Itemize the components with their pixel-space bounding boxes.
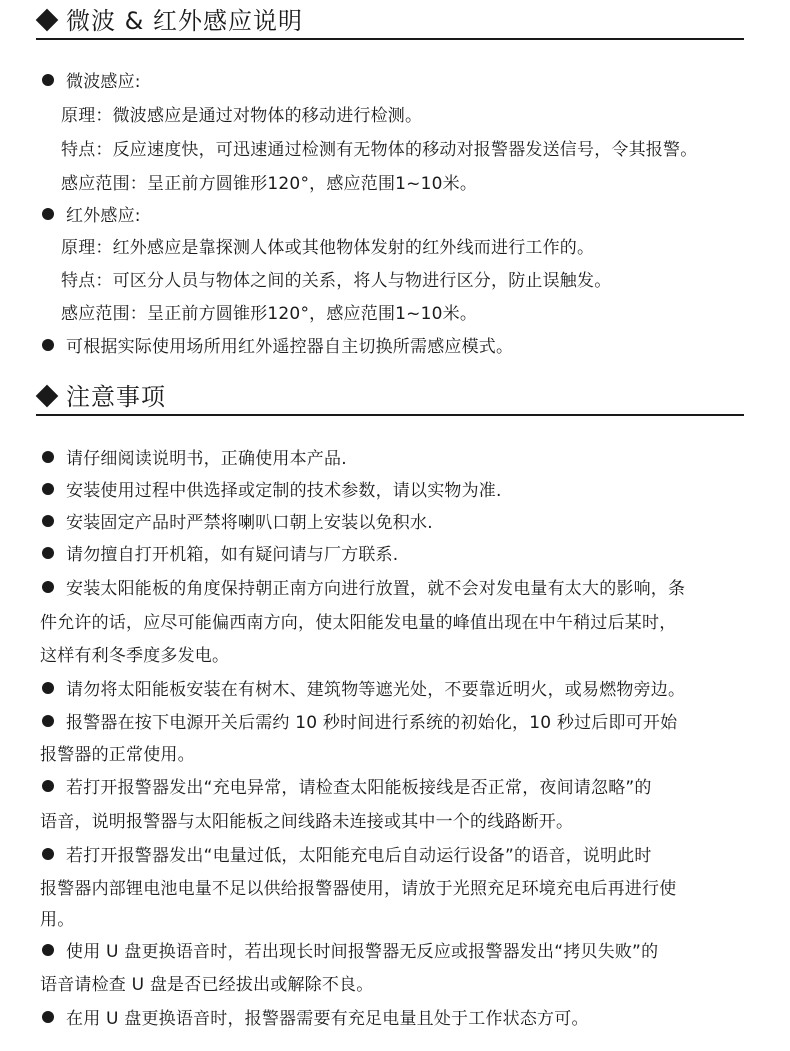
bullet-icon bbox=[42, 1011, 54, 1023]
bullet-icon bbox=[42, 944, 54, 956]
list-item: 安装使用过程中供选择或定制的技术参数，请以实物为准. bbox=[42, 480, 502, 502]
list-item: 特点：可区分人员与物体之间的关系，将人与物进行区分，防止误触发。 bbox=[61, 271, 612, 291]
bullet-icon bbox=[42, 483, 54, 495]
bullet-icon bbox=[42, 339, 54, 351]
list-item-continued: 报警器内部锂电池电量不足以供给报警器使用，请放于光照充足环境充电后再进行使 bbox=[40, 879, 677, 899]
bullet-icon bbox=[42, 682, 54, 694]
list-item-continued: 语音，说明报警器与太阳能板之间线路未连接或其中一个的线路断开。 bbox=[40, 812, 574, 832]
section-title: 注意事项 bbox=[66, 383, 166, 411]
section-title: 微波 & 红外感应说明 bbox=[66, 7, 303, 35]
list-item: 可根据实际使用场所用红外遥控器自主切换所需感应模式。 bbox=[42, 336, 513, 358]
list-item-continued: 件允许的话，应尽可能偏西南方向，使太阳能发电量的峰值出现在中午稍过后某时， bbox=[40, 613, 677, 633]
list-item: 使用 U 盘更换语音时，若出现长时间报警器无反应或报警器发出“拷贝失败”的 bbox=[42, 941, 658, 963]
diamond-icon bbox=[36, 385, 59, 408]
list-item-continued: 这样有利冬季度多发电。 bbox=[40, 646, 230, 666]
list-item: 请勿将太阳能板安装在有树木、建筑物等遮光处，不要靠近明火，或易燃物旁边。 bbox=[42, 679, 685, 701]
section-header-notes bbox=[36, 384, 744, 416]
bullet-icon bbox=[42, 848, 54, 860]
bullet-icon bbox=[42, 581, 54, 593]
bullet-icon bbox=[42, 547, 54, 559]
list-item: 安装太阳能板的角度保持朝正南方向进行放置，就不会对发电量有太大的影响，条 bbox=[42, 578, 685, 600]
list-item: 报警器在按下电源开关后需约 10 秒时间进行系统的初始化，10 秒过后即可开始 bbox=[42, 712, 677, 734]
bullet-icon bbox=[42, 208, 54, 220]
bullet-icon bbox=[42, 715, 54, 727]
list-item: 若打开报警器发出“电量过低，太阳能充电后自动运行设备”的语音，说明此时 bbox=[42, 845, 652, 867]
list-item: 红外感应: bbox=[42, 205, 141, 227]
list-item-continued: 用。 bbox=[40, 910, 75, 930]
section-header-sensing bbox=[36, 8, 744, 40]
list-item: 若打开报警器发出“充电异常，请检查太阳能板接线是否正常，夜间请忽略”的 bbox=[42, 777, 652, 799]
list-item: 安装固定产品时严禁将喇叭口朝上安装以免积水. bbox=[42, 512, 433, 534]
list-item: 微波感应: bbox=[42, 71, 141, 93]
list-item: 原理：红外感应是靠探测人体或其他物体发射的红外线而进行工作的。 bbox=[61, 238, 595, 258]
list-item: 感应范围：呈正前方圆锥形120°，感应范围1~10米。 bbox=[61, 304, 478, 324]
list-item: 请仔细阅读说明书，正确使用本产品. bbox=[42, 448, 347, 470]
list-item: 原理：微波感应是通过对物体的移动进行检测。 bbox=[61, 106, 423, 126]
list-item: 请勿擅自打开机箱，如有疑问请与厂方联系. bbox=[42, 544, 398, 566]
list-item: 感应范围：呈正前方圆锥形120°，感应范围1~10米。 bbox=[61, 174, 478, 194]
bullet-icon bbox=[42, 780, 54, 792]
diamond-icon bbox=[36, 9, 59, 32]
list-item-continued: 报警器的正常使用。 bbox=[40, 745, 195, 765]
list-item: 特点：反应速度快，可迅速通过检测有无物体的移动对报警器发送信号，令其报警。 bbox=[61, 140, 698, 160]
bullet-icon bbox=[42, 451, 54, 463]
bullet-icon bbox=[42, 74, 54, 86]
list-item-continued: 语音请检查 U 盘是否已经拔出或解除不良。 bbox=[40, 975, 374, 995]
bullet-icon bbox=[42, 515, 54, 527]
list-item: 在用 U 盘更换语音时，报警器需要有充足电量且处于工作状态方可。 bbox=[42, 1008, 589, 1030]
